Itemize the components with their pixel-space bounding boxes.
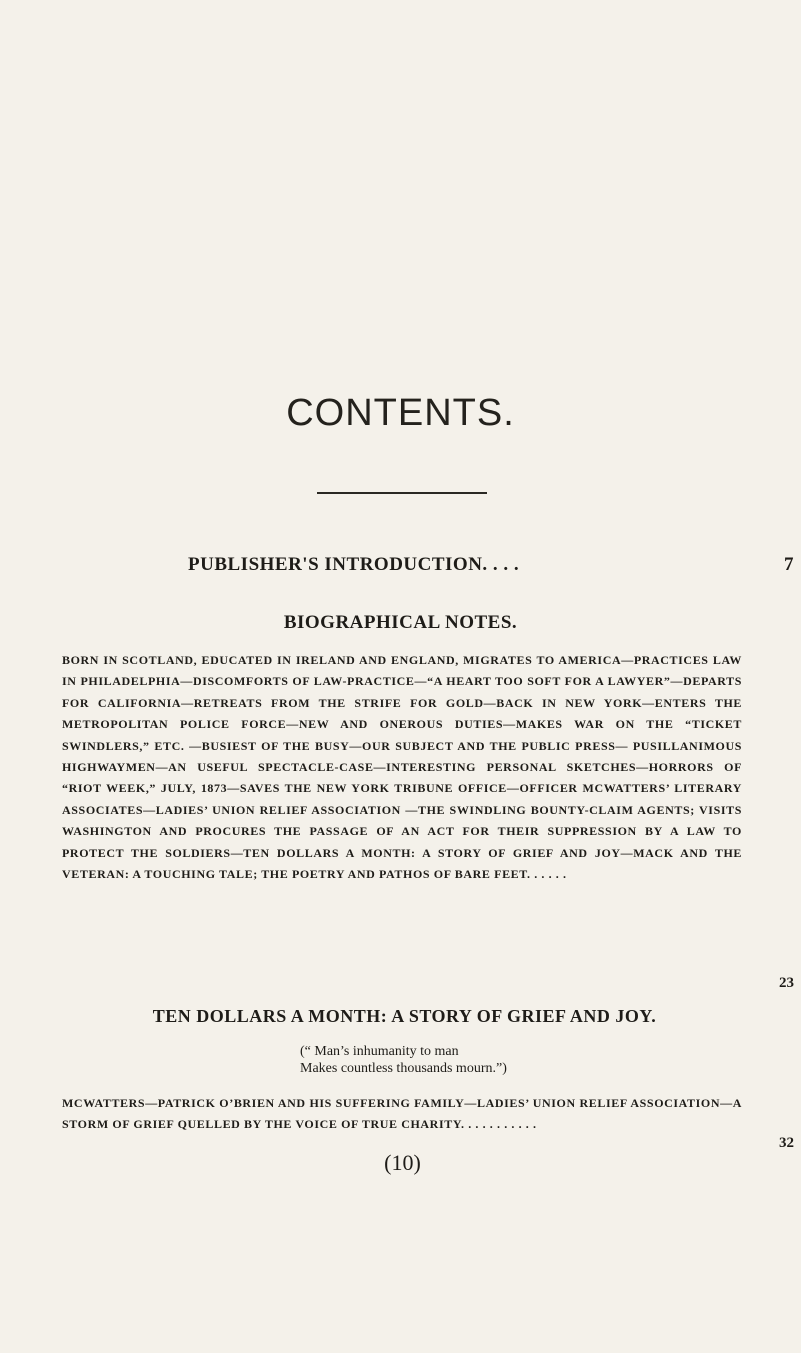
section-title-ten-dollars[interactable]: TEN DOLLARS A MONTH: A STORY OF GRIEF AND JOY.	[152, 1006, 657, 1026]
biographical-notes-summary: BORN IN SCOTLAND, EDUCATED IN IRELAND AND ENGLAND, MIGRATES TO AMERICA—PRACTICES LAW IN PHILADELPHIA—DISCOMFORTS OF LAW-PRACTICE—“A HEART TOO SOFT FOR A LAWYER”—DEPARTS FOR CALIFORNIA—RETREATS FROM THE STRIFE FOR GOLD—BACK IN NEW YORK—ENTERS THE METROPOLITAN POLICE FORCE—NEW AND ONEROUS DUTIES—MAKES WAR ON THE “TICKET SWINDLERS,” ETC. —BUSIEST OF THE BUSY—OUR SUBJECT AND THE PUBLIC PRESS— PUSILLANIMOUS HIGHWAYMEN—AN USEFUL SPECTACLE-CASE—INTERESTING PERSONAL SKETCHES—HORRORS OF “RIOT WEEK,” JULY, 1873—SAVES THE NEW YORK TRIBUNE OFFICE—OFFICER MCWATTERS’ LITERARY ASSOCIATES—LADIES’ UNION RELIEF ASSOCIATION —THE SWINDLING BOUNTY-CLAIM AGENTS; VISITS WASHINGTON AND PROCURES THE PASSAGE OF AN ACT FOR THEIR SUPPRESSION BY A LAW TO PROTECT THE SOLDIERS—TEN DOLLARS A MONTH: A STORY OF GRIEF AND JOY—MACK AND THE VETERAN: A TOUCHING TALE; THE POETRY AND PATHOS OF BARE FEET. . . . . .	[62, 653, 742, 882]
ten-dollars-summary: MCWATTERS—PATRICK O’BRIEN AND HIS SUFFERING FAMILY—LADIES’ UNION RELIEF ASSOCIATION—A STORM OF GRIEF QUELLED BY THE VOICE OF TRUE CHARITY. . . . . . . . . . .	[62, 1096, 742, 1132]
quote-line-2: Makes countless thousands mourn.”)	[300, 1061, 507, 1076]
section-title-biographical-notes[interactable]: BIOGRAPHICAL NOTES.	[283, 612, 518, 633]
title-rule	[317, 492, 487, 494]
entry-page-number: 7	[784, 554, 794, 575]
ten-dollars-page-number: 32	[779, 1135, 794, 1151]
toc-entry-publisher-introduction[interactable]	[188, 554, 794, 576]
page-title: CONTENTS.	[286, 392, 515, 434]
epigraph-quote	[300, 1043, 507, 1077]
quote-line-1: (“ Man’s inhumanity to man	[300, 1044, 459, 1059]
biographical-notes-page-number: 23	[779, 975, 794, 991]
folio-page-number: (10)	[384, 1150, 421, 1175]
entry-leader: . . .	[487, 554, 520, 575]
entry-title: PUBLISHER'S INTRODUCTION.	[188, 554, 488, 575]
